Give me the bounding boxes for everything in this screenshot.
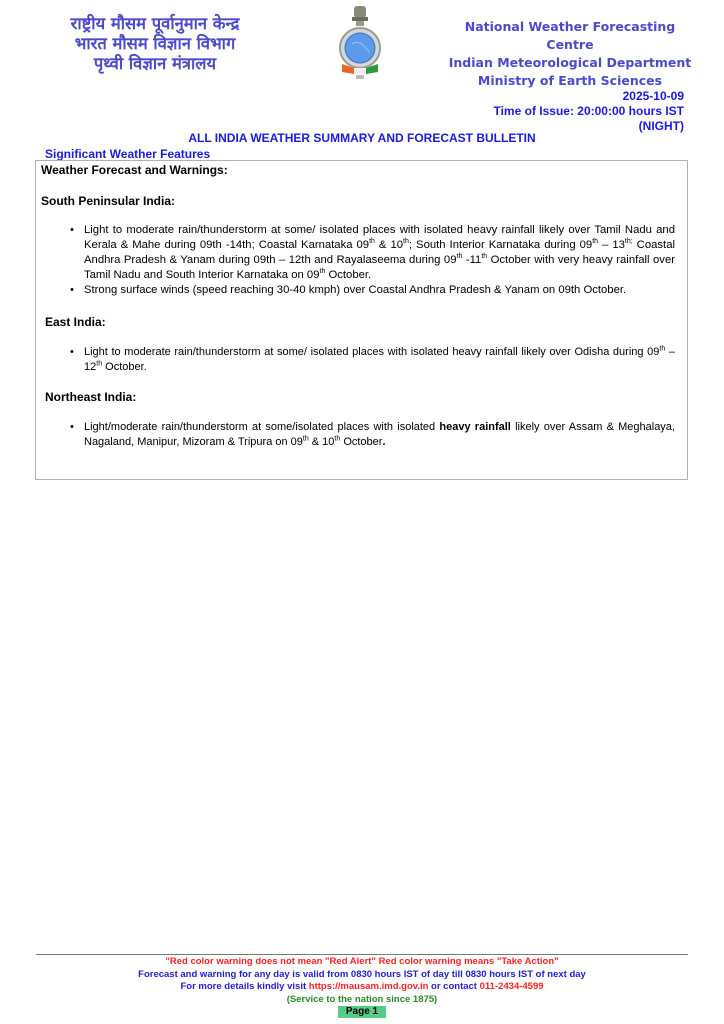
forecast-box	[35, 160, 688, 480]
list-item: • Light to moderate rain/thunderstorm at some/ isolated places with isolated heavy rainfall likely over Tamil Nadu and Kerala & Mahe during 09th -14th; Coastal Karnataka 09th & 10th; South Interior Karnataka during $09th - 13^{th;}$ Coastal Andhra Pradesh & Yanam during 09th – 12th and Rayalaseema during 09th -11th October with very heavy rainfall over Tamil Nadu and South Interior Karnataka on 09th October.	[66, 223, 675, 283]
issue-time: Time of Issue: 20:00:00 hours IST	[493, 104, 684, 118]
east-india-bullets	[66, 345, 675, 375]
list-item: • Strong surface winds (speed reaching 30-40 kmph) over Coastal Andhra Pradesh & Yanam on 09th October.	[66, 283, 675, 298]
validity-note: Forecast and warning for any day is valid from 0830 hours IST of day till 0830 hours IST of next day	[138, 968, 586, 980]
forecast-heading: Weather Forecast and Warnings:	[41, 163, 228, 177]
region-south-peninsular: South Peninsular India:	[41, 194, 176, 208]
issue-period: (NIGHT)	[638, 119, 684, 133]
english-header	[440, 18, 700, 90]
issue-info	[493, 89, 684, 134]
page-number-badge: Page 1	[338, 1006, 386, 1018]
issue-date: 2025-10-09	[622, 89, 684, 103]
contact-line: For more details kindly visit https://mausam.imd.gov.in or contact 011-2434-4599	[180, 981, 544, 992]
hindi-line-1: राष्ट्रीय मौसम पूर्वानुमान केन्द्र	[70, 14, 240, 33]
english-line-3: Ministry of Earth Sciences	[477, 73, 663, 88]
list-item: • Light/moderate rain/thunderstorm at some/isolated places with isolated heavy rainfall likely over Assam & Meghalaya, Nagaland, Manipur, Mizoram & Tripura on 09th & 10th October.	[66, 420, 675, 450]
footer-divider	[36, 954, 688, 955]
hindi-header	[40, 14, 270, 74]
red-warning-note: "Red color warning does not mean "Red Alert" Red color warning means "Take Action"	[165, 956, 559, 967]
region-northeast-india: Northeast India:	[45, 390, 137, 404]
region-east-india: East India:	[45, 315, 106, 329]
hindi-line-2: भारत मौसम विज्ञान विभाग	[74, 34, 236, 53]
phone-number: 011-2434-4599	[479, 981, 544, 992]
footer	[0, 956, 724, 1019]
list-item: • Light to moderate rain/thunderstorm at some/ isolated places with isolated heavy rainfall likely over Odisha during 09th – 12th October.	[66, 345, 675, 375]
service-note: (Service to the nation since 1875)	[286, 993, 438, 1005]
significant-features-title: Significant Weather Features	[45, 147, 211, 161]
english-line-1: National Weather Forecasting Centre	[464, 19, 676, 52]
hindi-line-3: पृथ्वी विज्ञान मंत्रालय	[93, 54, 217, 73]
northeast-india-bullets	[66, 420, 675, 450]
imd-emblem-icon	[334, 2, 386, 82]
website-link[interactable]: https://mausam.imd.gov.in	[308, 981, 429, 992]
south-peninsular-bullets	[66, 223, 675, 298]
bulletin-title: ALL INDIA WEATHER SUMMARY AND FORECAST BULLETIN	[188, 131, 536, 145]
english-line-2: Indian Meteorological Department	[448, 55, 692, 70]
